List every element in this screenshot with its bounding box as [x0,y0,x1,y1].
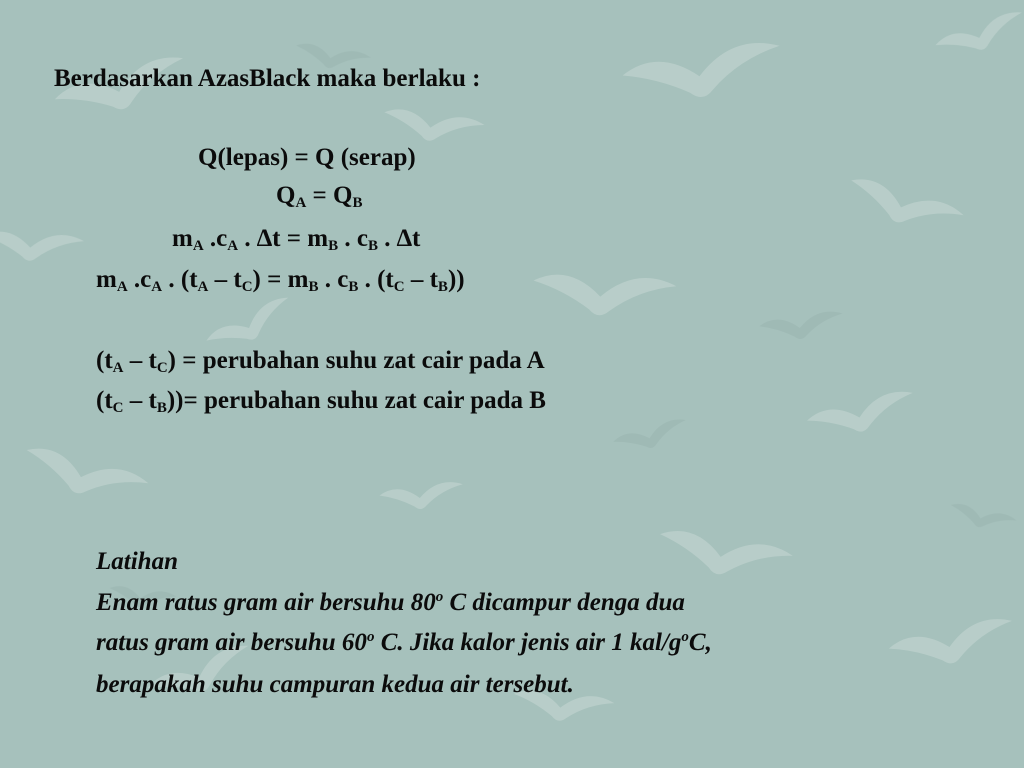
equation-qa-qb: $Q_A = Q_B$ [276,182,363,211]
exercise-line-3: berapakah suhu campuran kedua air tersebut. [96,671,574,698]
definition-delta-b: $(t_C - t_B))=$ perubahan suhu zat cair pada B [96,387,546,416]
exercise-line-2: ratus gram air bersuhu 60$^o$ C. Jika kalor jenis air 1 kal/$g^oC$, [96,629,712,656]
equation-q-lepas-serap: Q(lepas) = Q (serap) [198,144,416,171]
slide-heading: Berdasarkan AzasBlack maka berlaku : [54,65,481,92]
equation-delta-t: $m_A$ $.c_A$ . $\Delta t = m_B$ . $c_B$ . ∆t [172,225,421,254]
exercise-line-1: Enam ratus gram air bersuhu 80$^o$ C dicampur denga dua [96,589,685,616]
equation-expanded: $m_A$ $.c_A$ . $(t_A - t_C) = m_B$ . $c_B$ . $(t_C - t_B)$) [96,266,465,295]
exercise-title: Latihan [96,548,178,575]
definition-delta-a: $(t_A - t_C)$ = perubahan suhu zat cair pada A [96,347,545,376]
